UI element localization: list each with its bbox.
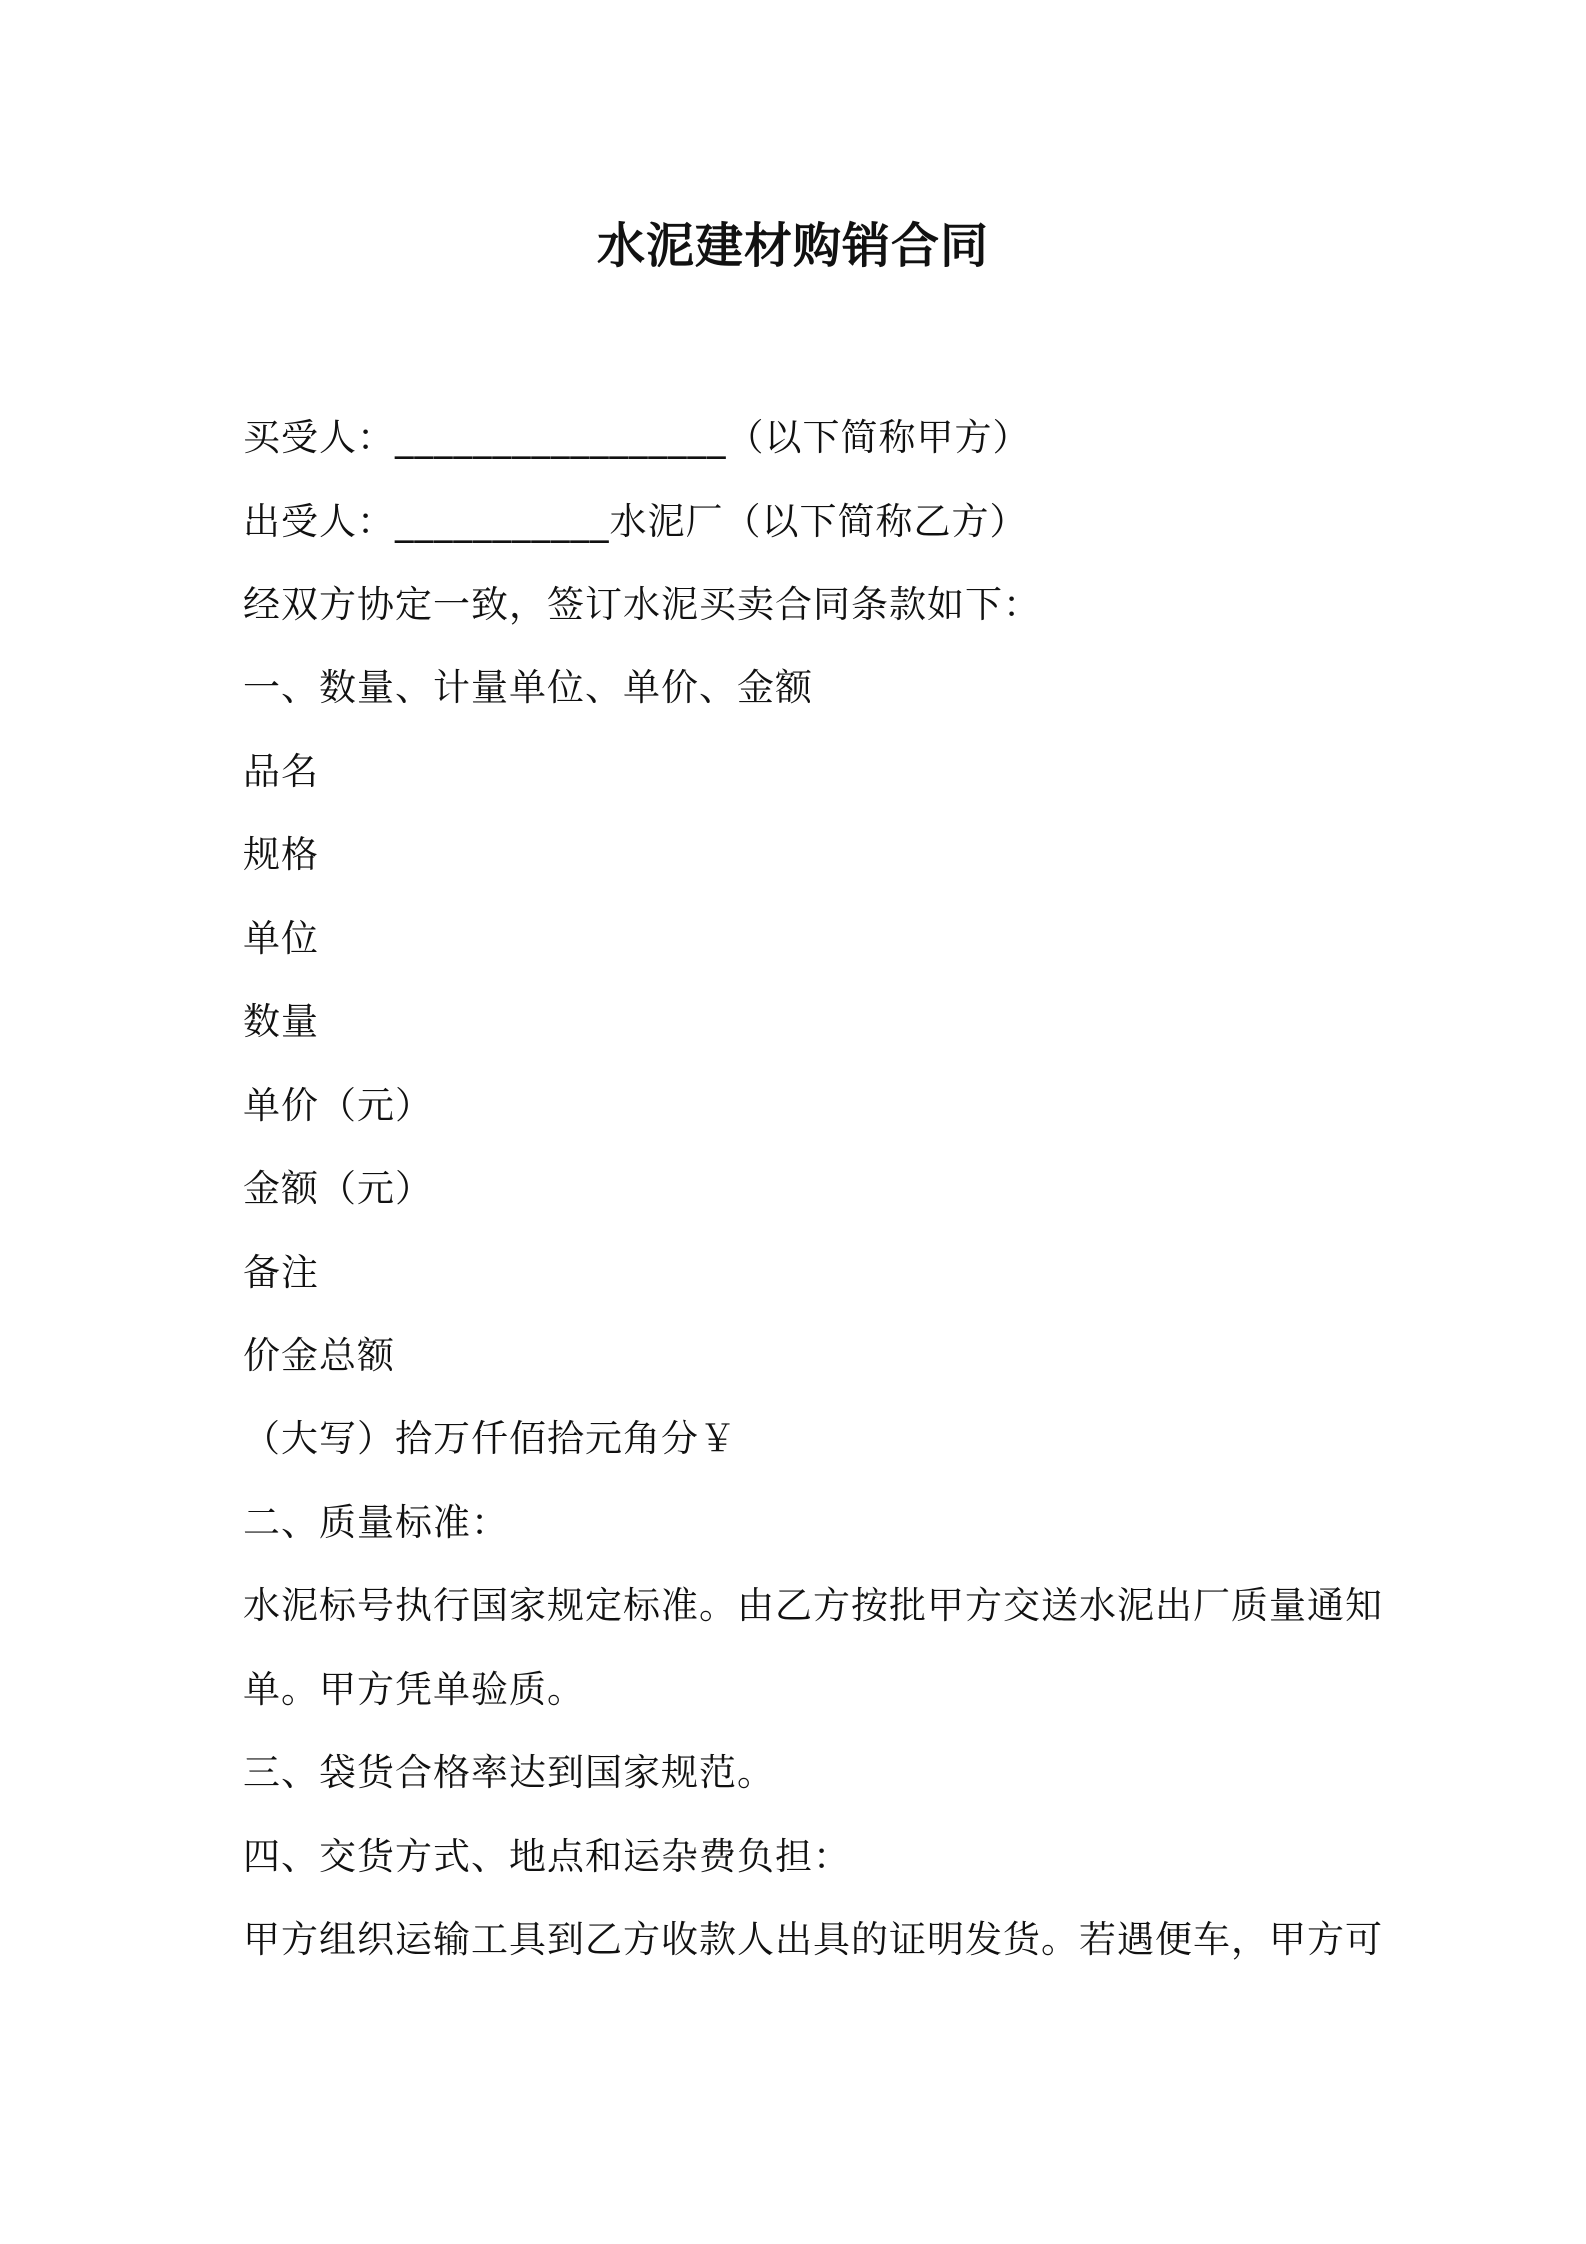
field-remarks: 备注 [243, 1251, 319, 1294]
section-3-heading: 三、袋货合格率达到国家规范。 [243, 1751, 775, 1794]
field-unit-price: 单价（元） [243, 1084, 433, 1127]
field-spec: 规格 [243, 833, 319, 876]
field-total: 价金总额 [243, 1334, 395, 1377]
field-unit: 单位 [243, 917, 319, 960]
section-4-body-line-1: 甲方组织运输工具到乙方收款人出具的证明发货。若遇便车，甲方可 [243, 1918, 1383, 1961]
section-4-heading: 四、交货方式、地点和运杂费负担： [243, 1835, 851, 1878]
intro-line: 经双方协定一致，签订水泥买卖合同条款如下： [243, 583, 1041, 626]
section-2-body-line-1: 水泥标号执行国家规定标准。由乙方按批甲方交送水泥出厂质量通知 [243, 1584, 1383, 1627]
field-quantity: 数量 [243, 1000, 319, 1043]
field-total-capital: （大写）拾万仟佰拾元角分￥ [243, 1417, 737, 1460]
section-1-heading: 一、数量、计量单位、单价、金额 [243, 666, 813, 709]
field-amount: 金额（元） [243, 1167, 433, 1210]
seller-line: 出受人：___________水泥厂（以下简称乙方） [243, 500, 1028, 543]
section-2-heading: 二、质量标准： [243, 1501, 509, 1544]
buyer-line: 买受人：_________________（以下简称甲方） [243, 416, 1031, 459]
section-2-body-line-2: 单。甲方凭单验质。 [243, 1668, 585, 1711]
field-product-name: 品名 [243, 750, 319, 793]
document-title: 水泥建材购销合同 [596, 218, 989, 274]
